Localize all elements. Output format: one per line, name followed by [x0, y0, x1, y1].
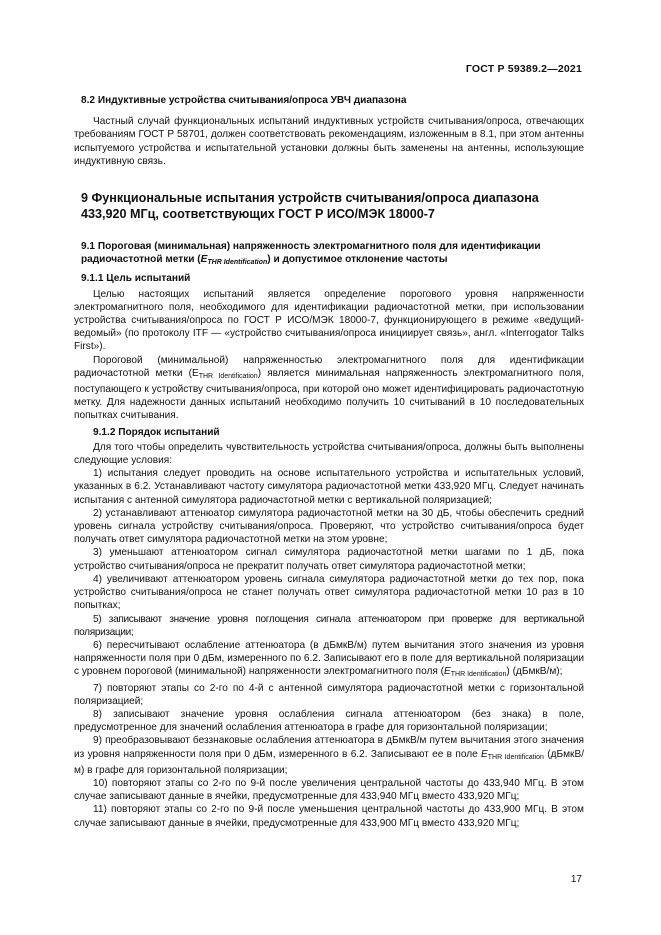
list-item-8: 8) записывают значение уровня ослабления сигнала аттенюатором (без знака) в поле, предусмотренное для значений ослабления аттенюатора в графе для горизонтальной поляризации; [74, 708, 584, 734]
section-9-1-heading-tail: ) и допустимое отклонение частоты [267, 254, 448, 266]
section-9-1-heading-text: 9.1 Пороговая (минимальная) напряженность электромагнитного поля для идентификации радиочастотной метки ( [81, 241, 541, 266]
e-subscript: THR Identification [450, 671, 507, 679]
list-item-5: 5) записывают значение уровня поглощения сигнала аттенюатором при проверке для вертикальной поляризации; [74, 613, 584, 638]
list-item-4: 4) увеличивают аттенюатором уровень сигнала симулятора радиочастотной метки до тех пор, пока устройство считывания/опроса не станет получать ответ симулятора радиочастотной метки 10 раз в 10 попытках; [74, 573, 584, 612]
list-item-9 [74, 734, 584, 777]
paragraph-text: ) (дБмкВ/м); [506, 666, 563, 678]
paragraph-text: ) является минимальная напряженность электромагнитного поля, поступающего к устройству считывания/опроса, при которой оно может идентифицировать радиочастотную метку. Для надежности данных испытаний необходимо получить 10 считываний в 10 последовательных попытках считывания. [74, 367, 585, 422]
section-9-1-1-paragraph-1: Целью настоящих испытаний является определение порогового уровня напряженности электромагнитного поля, необходимого для идентификации радиочастотной метки, при использовании устройства считывания/опроса по ГОСТ Р ИСО/МЭК 18000-7, функционирующего в режиме «ведущий-ведомый» (по протоколу ITF — «устройство считывания/опроса инициирует связь», англ. «Interrogator Talks First»). [74, 288, 584, 353]
section-9-1-1-paragraph-2 [74, 354, 584, 423]
section-8-2-heading: 8.2 Индуктивные устройства считывания/опроса УВЧ диапазона [81, 95, 407, 106]
e-subscript: THR Identification [487, 753, 544, 761]
document-body [74, 88, 584, 830]
e-subscript: THR Identification [207, 259, 268, 267]
section-8-2-paragraph: Частный случай функциональных испытаний индуктивных устройств считывания/опроса, отвечающих требованиям ГОСТ Р 58701, должен соответствовать рекомендациям, изложенным в 8.1, при этом антенны испытуемого устройства и испытательной установки должны быть заменены на антенны, использующие индуктивную связь. [74, 116, 584, 167]
section-9-1-2-heading: 9.1.2 Порядок испытаний [93, 426, 220, 438]
paragraph-text: 9) преобразовывают беззнаковые ослабления аттенюатора в дБмкВ/м путем вычитания этого значения из уровня напряженности поля при 0 дБм, измеренного в 6.2. Записывают ее в поле [74, 735, 584, 760]
e-symbol: E [481, 748, 488, 760]
e-symbol: E [444, 666, 451, 678]
list-item-1: 1) испытания следует проводить на основе испытательного устройства и испытательных условий, указанных в 6.2. Устанавливают частоту симулятора радиочастотной метки 433,920 МГц. Следует начинать испытания с антенной симулятора радиочастотной метки с вертикальной поляризацией; [74, 468, 584, 506]
document-id-header: ГОСТ Р 59389.2—2021 [465, 63, 582, 75]
section-9-1-heading [81, 240, 584, 269]
e-subscript: THR Identification [198, 372, 258, 380]
e-symbol: E [200, 254, 208, 266]
list-item-6 [74, 639, 584, 682]
list-item-7: 7) повторяют этапы со 2-го по 4-й с антенной симулятора радиочастотной метки с горизонтальной поляризацией; [74, 682, 584, 707]
paragraph-text: (дБмкВ/м) в графе для горизонтальной поляризации; [74, 748, 585, 776]
section-9-1-1-heading: 9.1.1 Цель испытаний [81, 273, 191, 285]
section-9-1-2-intro: Для того чтобы определить чувствительность устройства считывания/опроса, должны быть выполнены следующие условия: [74, 441, 584, 467]
list-item-10: 10) повторяют этапы со 2-го по 9-й после увеличения центральной частоты до 433,940 МГц. В этом случае записывают данные в ячейки, предусмотренные для 433,940 МГц вместо 433,920 МГц; [74, 777, 584, 803]
list-item-2: 2) устанавливают аттенюатор симулятора радиочастотной метки на 30 дБ, чтобы обеспечить средний уровень сигнала устройству считывания/опроса. Проверяют, что устройство считывания/опроса будет получать ответ симулятора радиочастотной метки на этом уровне; [74, 507, 584, 546]
section-9-heading: 9 Функциональные испытания устройств считывания/опроса диапазона 433,920 МГц, соответствующих ГОСТ Р ИСО/МЭК 18000-7 [81, 191, 539, 222]
paragraph-text: 6) пересчитывают ослабление аттенюатора (в дБмкВ/м) путем вычитания этого значения из уровня напряженности поля при 0 дБм, измеренного по 6.2. Записывают его в поле для вертикальной поляризации с уровнем пороговой (минимальной) напряженности электромагнитного поля ( [74, 639, 584, 678]
paragraph-text: Пороговой (минимальной) напряженностью электромагнитного поля для идентификации радиочастотной метки (E [74, 354, 584, 379]
list-item-3: 3) уменьшают аттенюатором сигнал симулятора радиочастотной метки шагами по 1 дБ, пока устройство считывания/опроса не прекратит получать ответ симулятора радиочастотной метки; [74, 547, 584, 572]
list-item-11: 11) повторяют этапы со 2-го по 9-й после уменьшения центральной частоты до 433,900 МГц. В этом случае записывают данные в ячейки, предусмотренные для 433,900 МГц вместо 433,920 МГц; [74, 804, 584, 829]
page-number: 17 [570, 874, 582, 885]
